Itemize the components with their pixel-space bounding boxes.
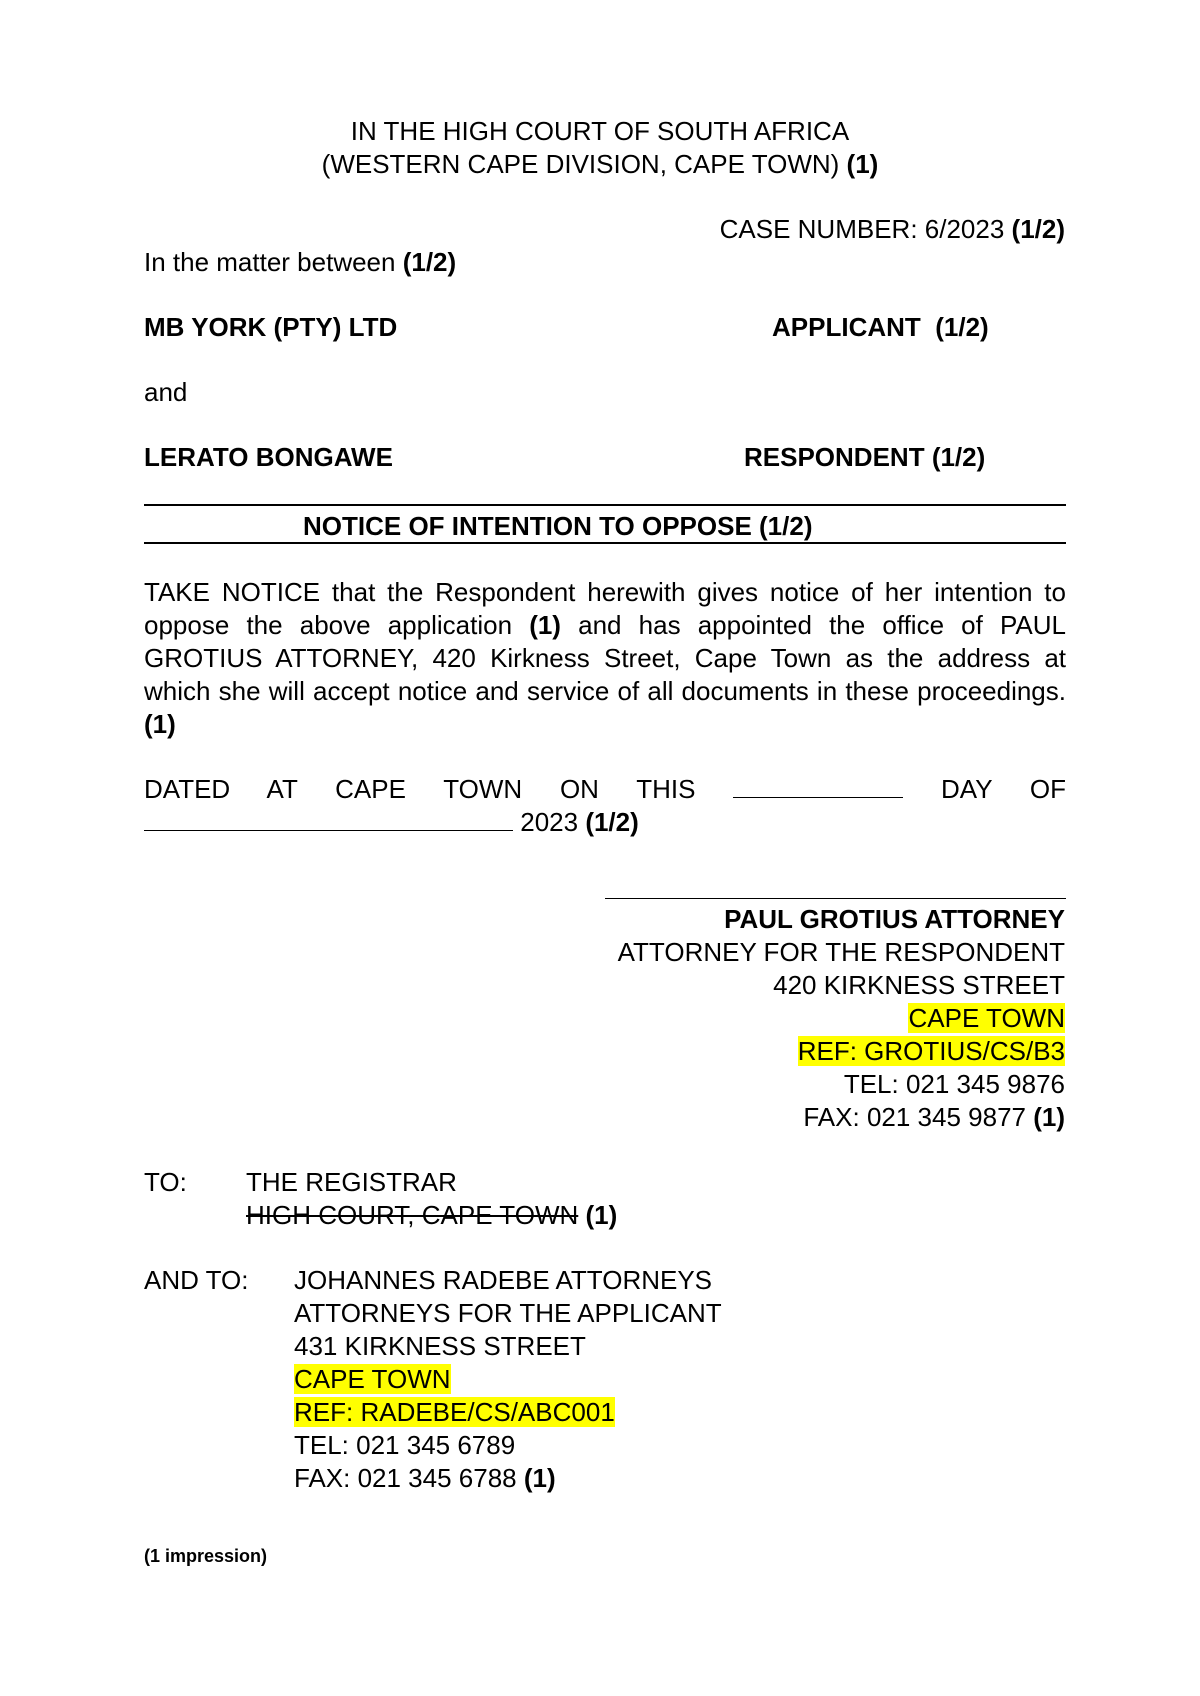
and-word: and bbox=[144, 377, 188, 407]
to-line2: HIGH COURT, CAPE TOWN (1) bbox=[246, 1200, 618, 1230]
signatory-street: 420 KIRKNESS STREET bbox=[773, 970, 1065, 1000]
mark-score: (1) bbox=[523, 1463, 556, 1493]
signatory-city: CAPE TOWN bbox=[908, 1003, 1065, 1033]
dated-year-line: 2023 (1/2) bbox=[144, 807, 639, 838]
to-label: TO: bbox=[144, 1167, 187, 1197]
court-heading-line1: IN THE HIGH COURT OF SOUTH AFRICA bbox=[350, 116, 850, 146]
and-to-ref: REF: RADEBE/CS/ABC001 bbox=[294, 1397, 615, 1427]
signatory-firm: PAUL GROTIUS ATTORNEY bbox=[724, 904, 1065, 934]
month-blank[interactable] bbox=[144, 808, 513, 831]
respondent-role: RESPONDENT (1/2) bbox=[744, 442, 986, 472]
mark-score: (1) bbox=[529, 610, 561, 640]
mark-score: (1) bbox=[846, 149, 879, 179]
and-to-street: 431 KIRKNESS STREET bbox=[294, 1331, 586, 1361]
mark-score: (1/2) bbox=[931, 442, 986, 472]
signatory-tel: TEL: 021 345 9876 bbox=[843, 1069, 1065, 1099]
and-to-label: AND TO: bbox=[144, 1265, 249, 1295]
mark-score: (1/2) bbox=[402, 247, 457, 277]
court-heading-line2: (WESTERN CAPE DIVISION, CAPE TOWN) (1) bbox=[321, 149, 879, 179]
applicant-name: MB YORK (PTY) LTD bbox=[144, 312, 398, 342]
mark-score: (1/2) bbox=[1011, 214, 1065, 244]
matter-between: In the matter between (1/2) bbox=[144, 247, 457, 277]
dated-line: DATED AT CAPE TOWN ON THIS DAY OF bbox=[144, 774, 1066, 804]
mark-score: (1) bbox=[1033, 1102, 1065, 1132]
mark-score: (1) bbox=[144, 709, 176, 739]
signatory-fax: FAX: 021 345 9877 (1) bbox=[803, 1102, 1065, 1132]
and-to-city: CAPE TOWN bbox=[294, 1364, 451, 1394]
body-paragraph: TAKE NOTICE that the Respondent herewith gives notice of her intention to oppose the above application (1) and has appointed the office of PAUL GROTIUS ATTORNEY, 420 Kirkness Street, Cape Town as the address at which she will accept notice and service of all documents in these proceedings.(1) bbox=[144, 577, 1066, 739]
signatory-ref: REF: GROTIUS/CS/B3 bbox=[797, 1036, 1065, 1066]
and-to-fax: FAX: 021 345 6788 (1) bbox=[294, 1463, 556, 1493]
applicant-role: APPLICANT (1/2) bbox=[772, 312, 989, 342]
mark-score: (1/2) bbox=[935, 312, 989, 342]
mark-score: (1/2) bbox=[759, 511, 813, 541]
day-blank[interactable] bbox=[733, 775, 903, 798]
to-line1: THE REGISTRAR bbox=[246, 1167, 457, 1197]
mark-score: (1) bbox=[585, 1200, 618, 1230]
signature-line[interactable] bbox=[605, 898, 1066, 899]
respondent-name: LERATO BONGAWE bbox=[144, 442, 393, 472]
and-to-firm: JOHANNES RADEBE ATTORNEYS bbox=[294, 1265, 713, 1295]
footnote: (1 impression) bbox=[144, 1546, 268, 1566]
and-to-role: ATTORNEYS FOR THE APPLICANT bbox=[294, 1298, 722, 1328]
title-bottom-rule bbox=[144, 542, 1066, 544]
signatory-role: ATTORNEY FOR THE RESPONDENT bbox=[617, 937, 1065, 967]
and-to-tel: TEL: 021 345 6789 bbox=[294, 1430, 516, 1460]
notice-title: NOTICE OF INTENTION TO OPPOSE (1/2) bbox=[303, 511, 813, 541]
case-number: CASE NUMBER: 6/2023 (1/2) bbox=[719, 214, 1065, 244]
mark-score: (1/2) bbox=[585, 807, 639, 837]
title-top-rule bbox=[144, 504, 1066, 506]
